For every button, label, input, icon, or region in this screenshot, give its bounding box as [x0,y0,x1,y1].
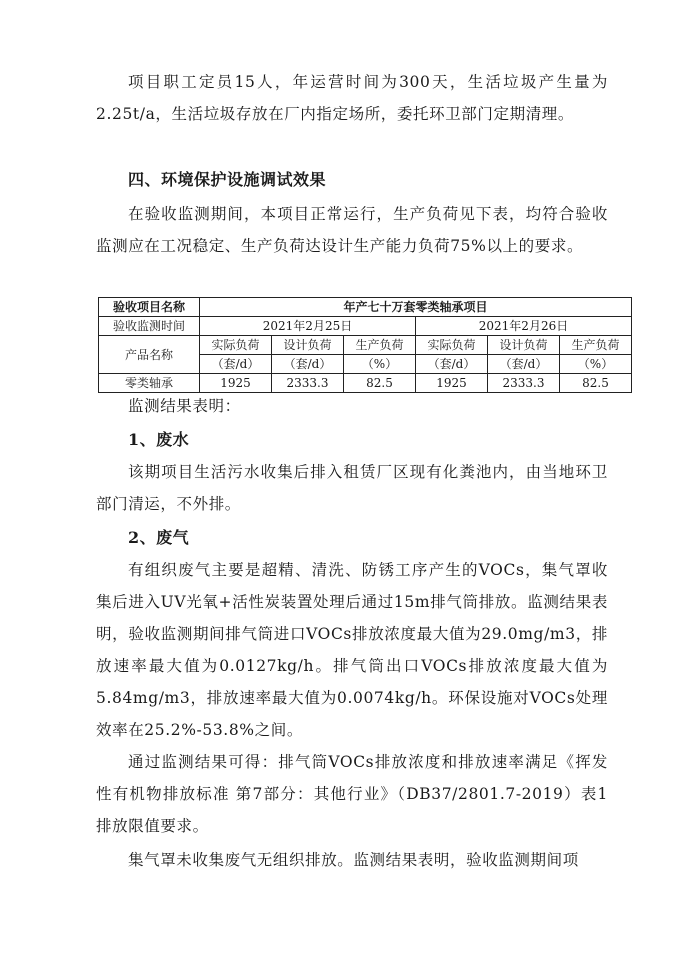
table-row [99,298,632,317]
table-cell: 验收监测时间 [99,317,200,336]
table-cell: 2021年2月26日 [416,317,632,336]
paragraph-organized-exhaust: 有组织废气主要是超精、清洗、防锈工序产生的VOCs，集气罩收集后进入UV光氧+活性炭装置处理后通过15m排气筒排放。监测结果表明，验收监测期间排气筒进口VOCs排放浓度最大值为29.0mg/m3，排放速率最大值为0.0127kg/h。排气筒出口VOCs排放浓度最大值为5.84mg/m3，排放速率最大值为0.0074kg/h。环保设施对VOCs处理效率在25.2%-53.8%之间。 [96,561,608,739]
section-heading-environmental-facilities: 四、环境保护设施调试效果 [128,170,327,189]
paragraph-production-load: 在验收监测期间，本项目正常运行，生产负荷见下表，均符合验收监测应在工况稳定、生产负荷达设计生产能力负荷75%以上的要求。 [96,205,608,255]
table-cell: 年产七十万套零类轴承项目 [200,298,632,317]
table-row [99,317,632,336]
table-cell: （%） [344,355,416,374]
paragraph-emission-standard: 通过监测结果可得：排气筒VOCs排放浓度和排放速率满足《挥发性有机物排放标准 第7部分：其他行业》（DB37/2801.7-2019）表1排放限值要求。 [96,753,608,835]
table-cell: 82.5 [344,374,416,393]
paragraph-wastewater: 该期项目生活污水收集后排入租赁厂区现有化粪池内，由当地环卫部门清运，不外排。 [96,463,608,513]
table-cell: 2021年2月25日 [200,317,416,336]
table-cell: 生产负荷 [344,336,416,355]
table-cell: 零类轴承 [99,374,200,393]
table-cell: 产品名称 [99,336,200,374]
table-cell: （套/d） [272,355,344,374]
production-load-table [98,297,632,393]
paragraph-domestic-waste: 项目职工定员15人，年运营时间为300天，生活垃圾产生量为2.25t/a，生活垃圾存放在厂内指定场所，委托环卫部门定期清理。 [96,73,608,123]
table-cell: （套/d） [416,355,488,374]
table-cell: 设计负荷 [488,336,560,355]
paragraph-monitoring-results-intro: 监测结果表明： [128,397,241,415]
table-cell: 生产负荷 [560,336,632,355]
table-cell: 实际负荷 [200,336,272,355]
table-cell: （套/d） [200,355,272,374]
section-heading-exhaust-gas: 2、废气 [128,528,190,547]
section-heading-wastewater: 1、废水 [128,430,190,449]
table-cell: 2333.3 [272,374,344,393]
table-row [99,336,632,355]
table-cell: 1925 [416,374,488,393]
table-cell: 设计负荷 [272,336,344,355]
table-cell: 2333.3 [488,374,560,393]
table-cell: 82.5 [560,374,632,393]
table-cell: （%） [560,355,632,374]
table-cell: 1925 [200,374,272,393]
table-cell: （套/d） [488,355,560,374]
paragraph-unorganized-emission: 集气罩未收集废气无组织排放。监测结果表明，验收监测期间项 [128,851,579,869]
table-cell: 实际负荷 [416,336,488,355]
table-cell: 验收项目名称 [99,298,200,317]
